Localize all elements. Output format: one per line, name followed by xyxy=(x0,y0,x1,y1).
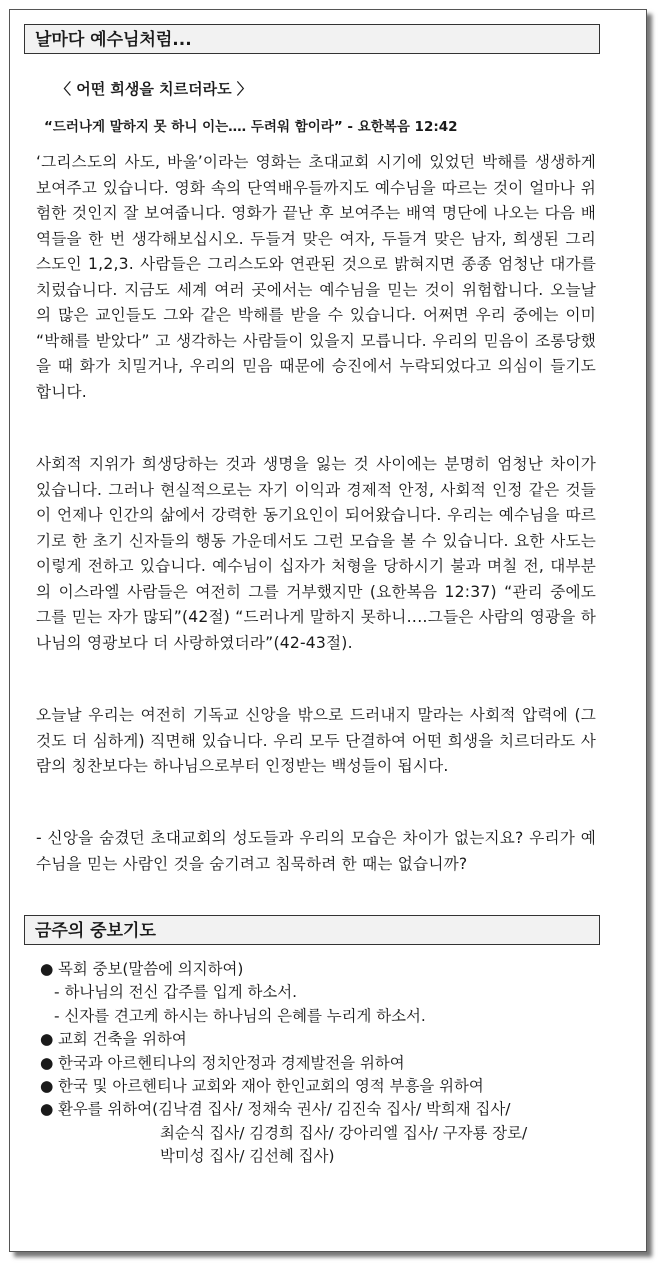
prayer-item: ● 교회 건축을 위하여 xyxy=(40,1028,620,1051)
prayer-item: ● 환우를 위하여(김낙겸 집사/ 정채숙 권사/ 김진숙 집사/ 박희재 집사/ xyxy=(40,1098,620,1121)
devotional-header: 날마다 예수님처럼... xyxy=(24,24,600,54)
bullet-icon: ● xyxy=(40,1053,54,1072)
sermon-subtitle: 〈 어떤 희생을 치르더라도 〉 xyxy=(56,80,252,98)
bullet-icon: ● xyxy=(40,1030,54,1049)
sermon-paragraph: 사회적 지위가 희생당하는 것과 생명을 잃는 것 사이에는 분명히 엄청난 차이가 있습니다. 그러나 현실적으로는 자기 이익과 경제적 안정, 사회적 인정 같은 것들이 언제나 인간의 삶에서 강력한 동기요인이 되어왔습니다. 우리는 예수님을 따르기로 한 초기 신자들의 행동 가운데서도 그런 모습을 볼 수 있습니다. 요한 사도는 이렇게 전하고 있습니다. 예수님이 십자가 처형을 당하시기 불과 며칠 전, 대부분의 이스라엘 사람들은 여전히 그를 거부했지만 (요한복음 12:37) “관리 중에도 그를 믿는 자가 많되”(42절) “드러나게 말하지 못하니‥‥그들은 사람의 영광을 하나님의 영광보다 더 사랑하였더라”(42-43절). xyxy=(36,455,596,652)
sermon-paragraph: ‘그리스도의 사도, 바울’이라는 영화는 초대교회 시기에 있었던 박해를 생생하게 보여주고 있습니다. 영화 속의 단역배우들까지도 예수님을 따르는 것이 얼마나 위험한 것인지 잘 보여줍니다. 영화가 끝난 후 보여주는 배역 명단에 나오는 다음 배역들을 한 번 생각해보십시오. 두들겨 맞은 여자, 두들겨 맞은 남자, 희생된 그리스도인 1,2,3. 사람들은 그리스도와 연관된 것으로 밝혀지면 종종 엄청난 대가를 치렀습니다. 지금도 세계 여러 곳에서는 예수님을 믿는 것이 위험합니다. 오늘날의 많은 교인들도 그와 같은 박해를 받을 수 있습니다. 어쩌면 우리 중에는 이미 “박해를 받았다” 고 생각하는 사람들이 있을지 모릅니다. 우리의 믿음이 조롱당했을 때 화가 치밀거나, 우리의 믿음 때문에 승진에서 누락되었다고 의심이 들기도 합니다. xyxy=(36,153,596,401)
bullet-icon: ● xyxy=(40,1100,54,1119)
prayer-item: ● 목회 중보(말씀에 의지하여) xyxy=(40,958,620,981)
prayer-subitem: - 신자를 견고케 하시는 하나님의 은혜를 누리게 하소서. xyxy=(54,1006,426,1025)
sermon-paragraph: 오늘날 우리는 여전히 기독교 신앙을 밖으로 드러내지 말라는 사회적 압력에 (그것도 더 심하게) 직면해 있습니다. 우리 모두 단결하여 어떤 희생을 치르더라도 사람의 칭찬보다는 하나님으로부터 인정받는 백성들이 됩시다. xyxy=(36,706,596,775)
bullet-icon: ● xyxy=(40,1077,54,1096)
prayer-names: 최순식 집사/ 김경희 집사/ 강아리엘 집사/ 구자룡 장로/ xyxy=(160,1123,528,1142)
scripture-verse: “드러나게 말하지 못 하니 이는‥‥ 두려워 함이라” - 요한복음 12:42 xyxy=(44,119,458,135)
prayer-header: 금주의 중보기도 xyxy=(24,915,600,945)
reflection-question: - 신앙을 숨겼던 초대교회의 성도들과 우리의 모습은 차이가 없는지요? 우리가 예수님을 믿는 사람인 것을 숨기려고 침묵하려 한 때는 없습니까? xyxy=(36,829,596,873)
prayer-names: 박미성 집사/ 김선혜 집사) xyxy=(160,1147,335,1166)
prayer-item: ● 한국과 아르헨티나의 정치안정과 경제발전을 위하여 xyxy=(40,1052,620,1075)
prayer-subitem: - 하나님의 전신 갑주를 입게 하소서. xyxy=(54,983,298,1002)
prayer-list xyxy=(40,958,620,1169)
prayer-item: ● 한국 및 아르헨티나 교회와 재아 한인교회의 영적 부흥을 위하여 xyxy=(40,1075,620,1098)
bullet-icon: ● xyxy=(40,960,54,978)
